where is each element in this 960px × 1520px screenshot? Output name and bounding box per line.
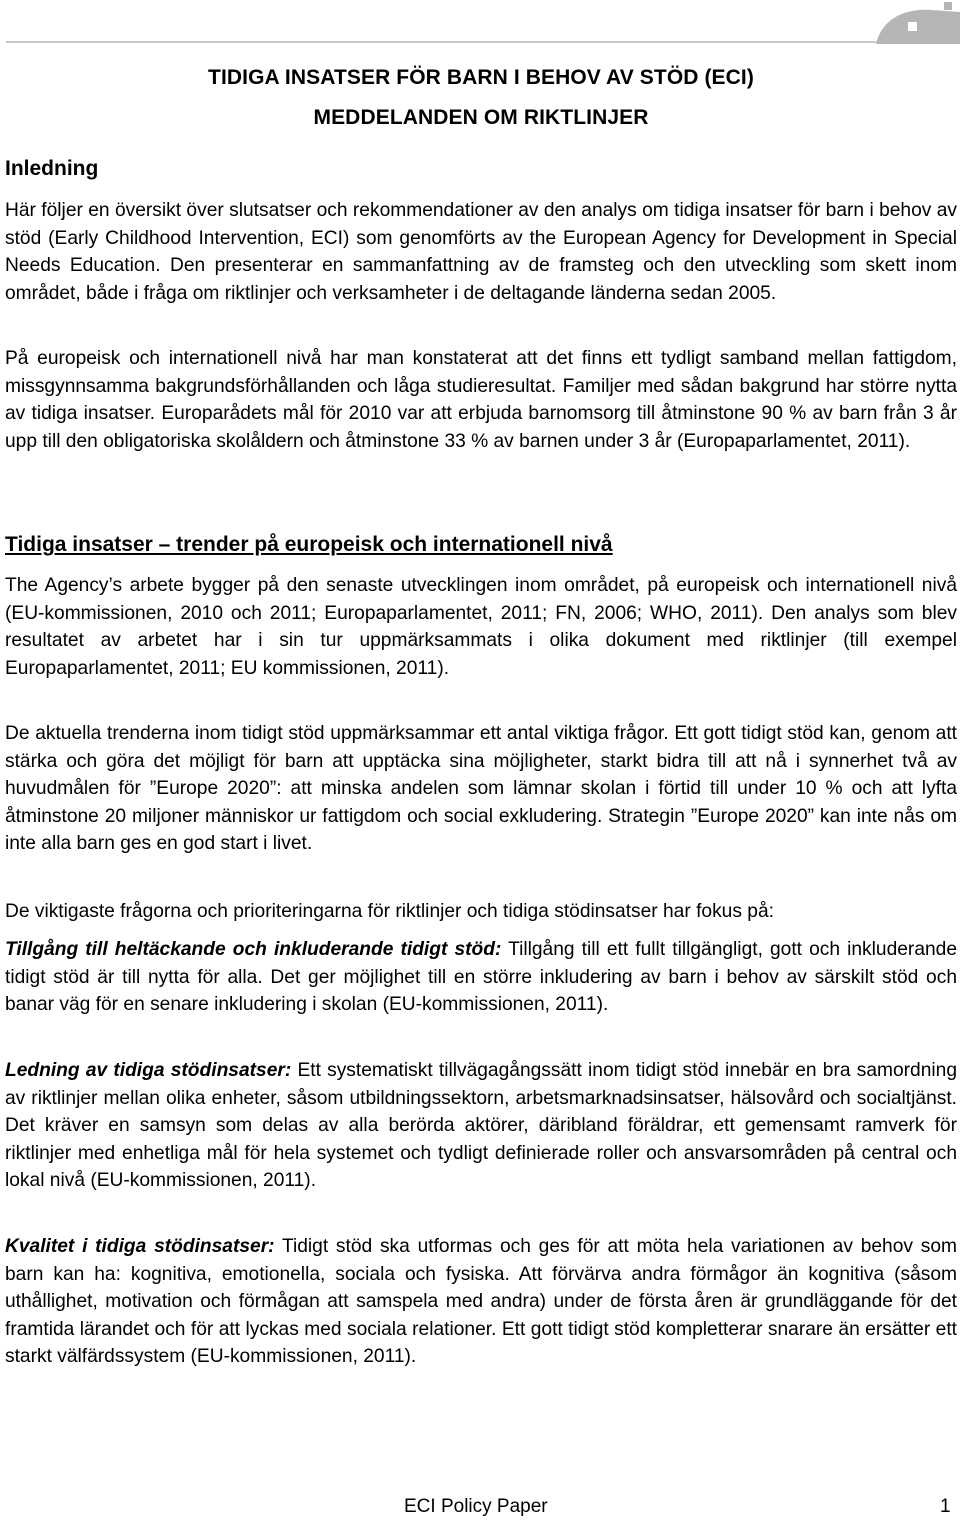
paragraph-3 [5,572,957,682]
paragraph-access [5,936,957,1019]
title-line-2: MEDDELANDEN OM RIKTLINJER [313,106,649,129]
heading-introduction: Inledning [5,157,99,180]
agency-logo-icon [876,0,960,44]
document-subtitle [0,106,960,130]
paragraph-lead: Kvalitet i tidiga stödinsatser: [5,1236,275,1257]
paragraph-text [5,1233,957,1371]
paragraph-text [5,936,957,1019]
paragraph-text: De aktuella trenderna inom tidigt stöd uppmärksammar ett antal viktiga frågor. Ett gott tidigt stöd kan, genom att stärka och göra det möjligt för barn att upptäcka sina möjligheter, starkt bidra till att nå i synnerhet två av huvudmålen för ”Europe 2020”: att minska andelen som lämnar skolan i förtid till under 10 % och att lyfta åtminstone 20 miljoner människor ur fattigdom och social exkludering. Strategin ”Europe 2020” kan inte nås om inte alla barn ges en god start i livet. [5,723,957,854]
paragraph-text: De viktigaste frågorna och prioriteringarna för riktlinjer och tidiga stödinsatser har fokus på: [5,901,774,922]
paragraph-quality [5,1233,957,1371]
page-number: 1 [940,1496,951,1517]
paragraph-body: Tidigt stöd ska utformas och ges för att möta hela variationen av behov som barn kan ha: kognitiva, emotionella, sociala och fysiska. Att förvärva andra förmågor än kognitiva (såsom uthållighet, motivation och förmågan att samspela med andra) under de första åren är grundläggande för det framtida lärandet och för att lyckas med sociala relationer. Ett gott tidigt stöd kompletterar snarare än ersätter ett starkt välfärdssystem (EU-kommissionen, 2011). [5,1236,957,1367]
title-line-1: TIDIGA INSATSER FÖR BARN I BEHOV AV STÖD (ECI) [208,66,754,89]
paragraph-body: Tillgång till ett fullt tillgängligt, gott och inkluderande tidigt stöd är till nytta för alla. Det ger möjlighet till en större inkludering av barn i behov av särskilt stöd och banar väg för en senare inkludering i skolan (EU-kommissionen, 2011). [5,939,957,1015]
heading-trends: Tidiga insatser – trender på europeisk och internationell nivå [5,533,613,556]
paragraph-text: The Agency’s arbete bygger på den senaste utvecklingen inom området, på europeisk och internationell nivå (EU-kommissionen, 2010 och 2011; Europaparlamentet, 2011; FN, 2006; WHO, 2011). Den analys som blev resultatet av arbetet har i sin tur uppmärksammats i olika dokument med riktlinjer (till exempel Europaparlamentet, 2011; EU kommissionen, 2011). [5,575,957,679]
paragraph-2 [5,345,957,455]
paragraph-4 [5,720,957,858]
footer-title: ECI Policy Paper [404,1496,548,1517]
paragraph-text: Här följer en översikt över slutsatser och rekommendationer av den analys om tidiga insatser för barn i behov av stöd (Early Childhood Intervention, ECI) som genomförts av the European Agency for Development in Special Needs Education. Den presenterar en sammanfattning av de framsteg och den utveckling som skett inom området, både i fråga om riktlinjer och verksamheter i de deltagande länderna sedan 2005. [5,200,957,304]
paragraph-5 [5,898,957,926]
paragraph-governance [5,1057,957,1195]
paragraph-text: På europeisk och internationell nivå har man konstaterat att det finns ett tydligt samband mellan fattigdom, missgynnsamma bakgrundsförhållanden och låga studieresultat. Familjer med sådan bakgrund har större nytta av tidiga insatser. Europarådets mål för 2010 var att erbjuda barnomsorg till åtminstone 90 % av barn från 3 år upp till den obligatoriska skolåldern och åtminstone 33 % av barnen under 3 år (Europaparlamentet, 2011). [5,348,957,452]
paragraph-body: Ett systematiskt tillvägagångssätt inom tidigt stöd innebär en bra samordning av riktlinjer mellan olika enheter, såsom utbildningssektorn, arbetsmarknadsinsatser, hälsovård och socialtjänst. Det kräver en samsyn som delas av alla berörda aktörer, däribland föräldrar, ett gemensamt ramverk för riktlinjer med enhetliga mål för hela systemet och tydligt definierade roller och ansvarsområden på central och lokal nivå (EU-kommissionen, 2011). [5,1060,957,1191]
paragraph-1 [5,197,957,307]
paragraph-lead: Tillgång till heltäckande och inkluderande tidigt stöd: [5,939,502,960]
document-title [0,66,960,90]
header-rule [6,41,960,43]
paragraph-text [5,1057,957,1195]
paragraph-lead: Ledning av tidiga stödinsatser: [5,1060,292,1081]
